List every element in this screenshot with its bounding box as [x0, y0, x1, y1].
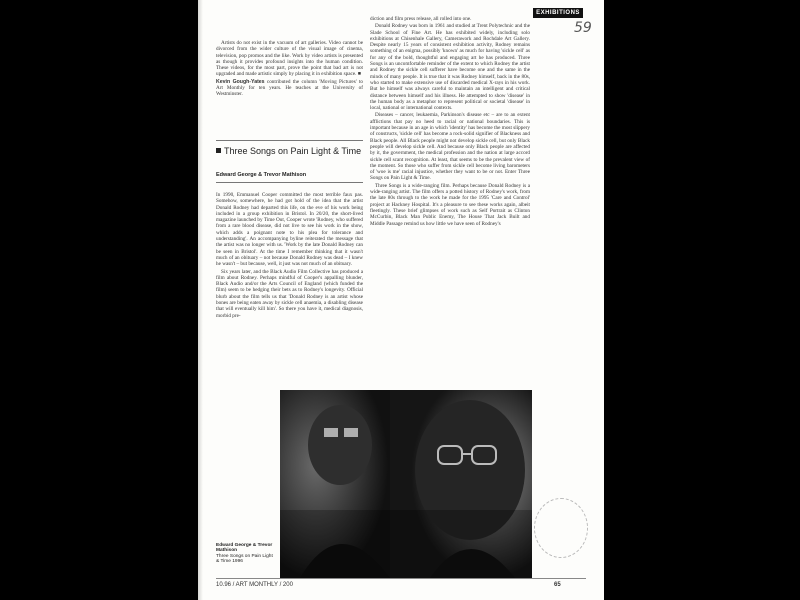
byline-rule: [216, 182, 363, 183]
issue-label: 10.96 / ART MONTHLY / 200: [216, 582, 293, 588]
body-paragraph: Donald Rodney was born in 1961 and studied at Trent Polytechnic and the Slade School of Fine Art. He has exhibited widely, including solo exhibitions at Chisenhale Gallery, Camerawork and Rochdale Art Gallery. Despite nearly 15 years of consistent exhibition activity, Rodney remains something of an enigma, possibly 'known' as much for having 'sickle cell' as for any of the bold, thoughtful and engaging art he has produced. Three Songs is an uncomfortable reminder of the extent to which Rodney the artist and Rodney the sickle cell sufferer have become one and the same in the minds of many people. It is true that it was Rodney himself, back in the 80s, who started to make extensive use of discarded medical X-rays in his work. But he himself was always careful to maintain an intelligent and critical distance between himself and his illness. He attempted to show 'disease' in the human body as a metaphor to represent political or societal 'disease' in local, national or international contexts.: [370, 23, 530, 112]
footer-rule: [216, 578, 586, 579]
photo-caption: [216, 543, 276, 565]
folio-number: 65: [554, 582, 561, 588]
film-still-illustration: [280, 390, 532, 578]
bio-text: contributed the column 'Moving Pictures' to Art Monthly for ten years. He teaches at the University of Westminster.: [216, 78, 363, 98]
author-bio: [216, 79, 363, 98]
body-paragraph: Diseases – cancer, leukaemia, Parkinson's disease etc – are to an extent afflictions that pay no heed to racial or national boundaries. This is important because in an age in which 'identity' has become the most slippery of constructs, 'sickle cell' has become a rock-solid signifier of Blackness and Black people. All Black people might not develop sickle cell, but only Black people will develop sickle cell. And because only Black people are affected by it, the government, the medical profession and the nation at large accord sickle cell scant recognition. At least, that seems to be the prevalent view of the moment. So those who suffer from sickle cell become living barometers of 'woe is me' racial injustice, whether they want to be or not. Enter Three Songs on Pain Light & Time.: [370, 112, 530, 182]
article-body-left: [216, 192, 363, 388]
bio-name: Kevin Gough-Yates: [216, 78, 265, 85]
body-paragraph: In 1990, Emmanuel Cooper committed the most terrible faux pas. Somehow, somewhere, he had got hold of the idea that the artist Donald Rodney had departed this life, on the eve of his work being included in a group exhibition in Bristol. In 20/20, the short-lived magazine launched by Time Out, Cooper wrote 'Rodney, who suffered from a rare blood disease, did not live to see his work in the show, which adds a poignant note to his plea for tolerance and understanding'. An accompanying byline reiterated the message that the artist was no longer with us. 'Work by the late Donald Rodney can be seen in Bristol'. At the time I remember thinking that it wasn't much of an obituary – not because Donald Rodney was dead – I knew he wasn't – but because, well, it just was not much of an obituary.: [216, 192, 363, 268]
article-divider: [216, 140, 363, 141]
body-paragraph: Six years later, and the Black Audio Film Collective has produced a film about Rodney. Perhaps mindful of Cooper's appalling blunder, Black Audio and/or the Arts Council of England (which funded the film) seem to be hedging their bets as to Rodney's longevity. Official blurb about the film tells us that 'Donald Rodney is an artist whose bones are being eaten away by sickle cell anaemia, a disabling disease that will eventually kill him'. So there you have it, medical diagnosis, morbid pre-: [216, 268, 363, 319]
closing-paragraph: Artists do not exist in the vacuum of art galleries. Video cannot be divorced from the wider culture of the visual image of cinema, television, pop promos and the like. Work by video artists is presented as though it provides profound insights into the human condition. These videos, for the most part, prove the point that bad art is not upgraded and made artistic simply by placing it in exhibition space. ■: [216, 40, 363, 78]
handwritten-page-number: 59: [574, 20, 592, 36]
body-paragraph: Three Songs is a wide-ranging film. Perhaps because Donald Rodney is a wide-ranging artist. The film offers a potted history of Rodney's work, from the late 80s through to the work he made for the 1995 'Care and Control' project at Hackney Hospital. It's a pleasure to see these works again, albeit fleetingly. These brief glimpses of work such as Self Portrait as Clinton McCurbin, Black Man Public Enemy, The House That Jack Built and Middle Passage remind us how little we have seen of Rodney's: [370, 182, 530, 227]
square-bullet-icon: [216, 148, 221, 153]
section-tab: EXHIBITIONS: [533, 8, 583, 18]
film-still-photo: [280, 390, 532, 578]
caption-names: Edward George & Trevor Mathison: [216, 543, 273, 554]
library-stamp: [534, 498, 588, 558]
body-paragraph: diction and film press release, all rolled into one.: [370, 16, 472, 22]
article-title: Three Songs on Pain Light & Time: [216, 146, 363, 156]
caption-work: Three Songs on Pain Light & Time 1996: [216, 553, 273, 565]
page-footer: [216, 582, 586, 588]
article-body-right: [370, 16, 530, 388]
scan-edge-shadow: [198, 0, 203, 600]
article-byline: Edward George & Trevor Mathison: [216, 172, 307, 178]
magazine-page: [198, 0, 604, 600]
previous-article-ending: [216, 40, 363, 99]
end-mark: ■: [357, 71, 361, 78]
